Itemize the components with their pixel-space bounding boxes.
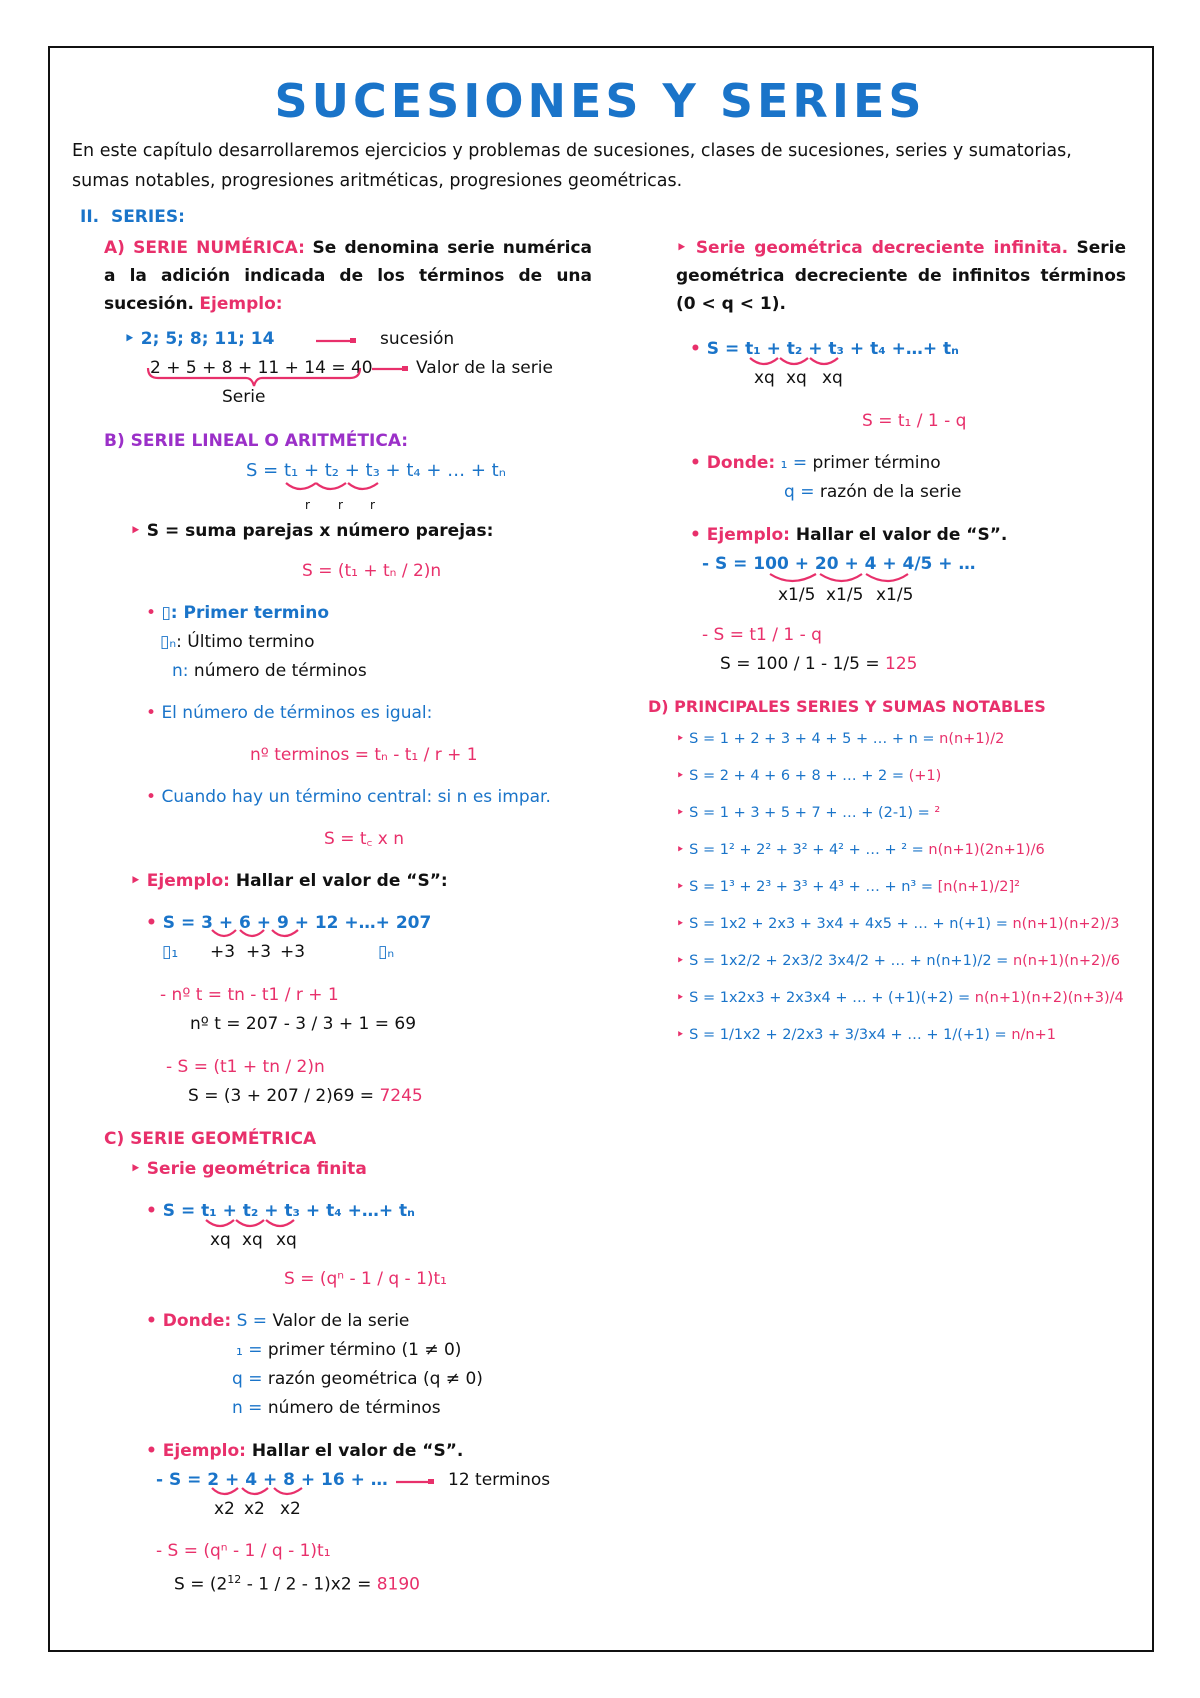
calc-line: S = (3 + 207 / 2)69 = 7245 xyxy=(188,1086,423,1106)
arc-step xyxy=(770,574,908,581)
step-label: xq xyxy=(242,1230,263,1250)
step-label: x1/5 xyxy=(876,585,914,605)
step-label: xq xyxy=(210,1230,231,1250)
finite-title: ‣ Serie geométrica finita xyxy=(130,1159,367,1179)
calc-line: - S = t1 / 1 - q xyxy=(702,625,822,645)
infinite-sum-formula: S = t₁ / 1 - q xyxy=(862,411,967,431)
calc-line: - nº t = tn - t1 / r + 1 xyxy=(160,985,339,1005)
step-label: xq xyxy=(276,1230,297,1250)
infinite-example-series: - S = 100 + 20 + 4 + 4/5 + … xyxy=(702,554,976,574)
brace-label: Serie xyxy=(222,387,266,407)
series-sum: 2 + 5 + 8 + 11 + 14 = 40 xyxy=(150,358,373,378)
intro-paragraph: En este capítulo desarrollaremos ejercicios y problemas de sucesiones, clases de sucesiones, series y sumatorias, sumas notables, progresiones aritméticas, progresiones geométricas. xyxy=(72,141,1072,191)
step-label: xq xyxy=(786,368,807,388)
terms-count: 12 terminos xyxy=(448,1470,551,1490)
def-first-term: • ▯: Primer termino xyxy=(146,603,330,623)
step-label: x2 xyxy=(214,1499,235,1519)
calc-line: nº t = 207 - 3 / 3 + 1 = 69 xyxy=(190,1014,417,1034)
notable-sum-rhs: (+1) xyxy=(908,768,942,784)
geometric-sum-formula: S = (qⁿ - 1 / q - 1)t₁ xyxy=(284,1269,447,1289)
bullet-icon: ‣ xyxy=(676,1027,690,1043)
serie-geometrica-heading: C) SERIE GEOMÉTRICA xyxy=(104,1129,317,1149)
infinite-example: • Ejemplo: Hallar el valor de “S”. xyxy=(690,525,1008,545)
bullet-icon: ‣ xyxy=(676,731,690,747)
step-label: +3 xyxy=(210,942,236,962)
serie-numerica-text: Se denomina serie numérica a la adición indicada de los términos de una sucesión. xyxy=(104,238,592,314)
notable-sum-lhs: S = 1/1x2 + 2/2x3 + 3/3x4 + … + 1/(+1) = xyxy=(689,1027,1007,1043)
sequence-example: ‣ 2; 5; 8; 11; 14 xyxy=(124,329,275,349)
geometric-formula: • S = t₁ + t₂ + t₃ + t₄ +…+ tₙ xyxy=(146,1201,415,1221)
notable-sums-heading: D) PRINCIPALES SERIES Y SUMAS NOTABLES xyxy=(648,697,1046,716)
step-label: x1/5 xyxy=(778,585,816,605)
result-value: 8190 xyxy=(376,1574,420,1595)
arc-step xyxy=(206,1220,294,1226)
step-label: xq xyxy=(822,368,843,388)
tn-label: ▯ₙ xyxy=(378,942,395,962)
pairs-rule: ‣ S = suma parejas x número parejas: xyxy=(130,521,494,541)
notable-sum-rhs: n(n+1)(n+2)(n+3)/4 xyxy=(974,990,1124,1006)
calc-line: S = 100 / 1 - 1/5 = 125 xyxy=(720,654,918,674)
bullet-icon: ‣ xyxy=(676,879,690,895)
brace-series xyxy=(148,368,360,386)
notable-sum-rhs: ² xyxy=(934,805,941,821)
notable-sum-rhs: [n(n+1)/2]² xyxy=(937,879,1020,895)
arc-step xyxy=(212,1488,302,1494)
result-value: 7245 xyxy=(379,1086,423,1106)
geometric-example-series: - S = 2 + 4 + 8 + 16 + … xyxy=(156,1470,388,1490)
notable-sum-lhs: S = 1 + 2 + 3 + 4 + 5 + … + n = xyxy=(689,731,935,747)
sequence-values: 2; 5; 8; 11; 14 xyxy=(140,329,275,349)
page-title: SUCESIONES Y SERIES xyxy=(274,74,926,128)
series-value-label: Valor de la serie xyxy=(416,358,553,378)
step-label: +3 xyxy=(280,942,306,962)
notable-sum-lhs: S = 1³ + 2³ + 3³ + 4³ + … + n³ = xyxy=(689,879,933,895)
result-value: 125 xyxy=(885,654,918,674)
t1-label: ▯₁ xyxy=(162,942,179,962)
notable-sum-lhs: S = 1 + 3 + 5 + 7 + … + (2-1) = xyxy=(689,805,930,821)
example-label: Ejemplo: xyxy=(199,294,283,314)
bullet-icon: ‣ xyxy=(676,953,690,969)
infinite-text: Serie geométrica decreciente de infinitos términos (0 < q < 1). xyxy=(676,238,1126,314)
notable-sum-lhs: S = 1x2x3 + 2x3x4 + … + (+1)(+2) = xyxy=(689,990,971,1006)
step-label: +3 xyxy=(246,942,272,962)
central-title: • Cuando hay un término central: si n es impar. xyxy=(146,787,551,807)
arc-ratio xyxy=(286,483,378,489)
notable-sum-lhs: S = 1² + 2² + 3² + 4² + … + ² = xyxy=(689,842,924,858)
bullet-icon: ‣ xyxy=(676,990,690,1006)
count-title: • El número de términos es igual: xyxy=(146,703,433,723)
arc-step xyxy=(212,930,298,936)
section-roman: II. xyxy=(80,207,100,227)
where-line: n = número de términos xyxy=(232,1398,441,1418)
ratio-label: r xyxy=(305,498,310,512)
arc-step xyxy=(750,358,838,364)
central-formula: S = t꜀ x n xyxy=(324,829,405,849)
notable-sum-rhs: n(n+1)(2n+1)/6 xyxy=(928,842,1045,858)
count-formula: nº terminos = tₙ - t₁ / r + 1 xyxy=(250,745,478,765)
bullet-icon: ‣ xyxy=(676,842,690,858)
serie-aritmetica-heading: B) SERIE LINEAL O ARITMÉTICA: xyxy=(104,431,409,451)
notable-sum-lhs: S = 1x2 + 2x3 + 3x4 + 4x5 + … + n(+1) = xyxy=(689,916,1008,932)
section-label: SERIES: xyxy=(110,207,185,227)
bullet-icon: ‣ xyxy=(676,916,690,932)
ratio-label: r xyxy=(338,498,343,512)
aritmetica-example-series: • S = 3 + 6 + 9 + 12 +…+ 207 xyxy=(146,913,432,933)
step-label: x2 xyxy=(280,1499,301,1519)
bullet-icon: ‣ xyxy=(676,768,690,784)
ratio-label: r xyxy=(370,498,375,512)
where-line: • Donde: ₁ = primer término xyxy=(690,453,941,473)
step-label: x1/5 xyxy=(826,585,864,605)
calc-line: $S = (2^{12} - 1 / 2 - 1)x2 = 8190$ xyxy=(174,1573,420,1595)
def-number-terms: n: número de términos xyxy=(172,661,367,681)
notable-sum-rhs: n(n+1)(n+2)/6 xyxy=(1012,953,1120,969)
where-line: q = razón de la serie xyxy=(784,482,962,502)
where-line: • Donde: S = Valor de la serie xyxy=(146,1311,410,1331)
sequence-label: sucesión xyxy=(380,329,455,349)
where-line: q = razón geométrica (q ≠ 0) xyxy=(232,1369,483,1389)
geometric-example: • Ejemplo: Hallar el valor de “S”. xyxy=(146,1441,464,1461)
aritmetica-example: ‣ Ejemplo: Hallar el valor de “S”: xyxy=(130,871,448,891)
notable-sum-lhs: S = 2 + 4 + 6 + 8 + … + 2 = xyxy=(689,768,904,784)
notable-sum-rhs: n(n+1)(n+2)/3 xyxy=(1012,916,1120,932)
calc-line: - S = (qⁿ - 1 / q - 1)t₁ xyxy=(156,1541,331,1561)
bullet-icon: ‣ xyxy=(676,805,690,821)
aritmetica-sum-formula: S = (t₁ + tₙ / 2)n xyxy=(302,561,442,581)
infinite-title: ‣ Serie geométrica decreciente infinita. xyxy=(676,238,1069,258)
infinite-formula: • S = t₁ + t₂ + t₃ + t₄ +…+ tₙ xyxy=(690,339,959,359)
def-last-term: ▯ₙ: Último termino xyxy=(160,632,315,652)
notable-sum-rhs: n/n+1 xyxy=(1011,1027,1056,1043)
notable-sum-rhs: n(n+1)/2 xyxy=(939,731,1005,747)
notable-sum-lhs: S = 1x2/2 + 2x3/2 3x4/2 + … + n(n+1)/2 = xyxy=(689,953,1009,969)
step-label: xq xyxy=(754,368,775,388)
calc-line: - S = (t1 + tn / 2)n xyxy=(166,1057,325,1077)
serie-numerica-heading: A) SERIE NUMÉRICA: xyxy=(104,238,305,258)
aritmetica-formula: S = t₁ + t₂ + t₃ + t₄ + … + tₙ xyxy=(246,460,506,481)
where-line: ₁ = primer término (1 ≠ 0) xyxy=(236,1340,462,1360)
step-label: x2 xyxy=(244,1499,265,1519)
